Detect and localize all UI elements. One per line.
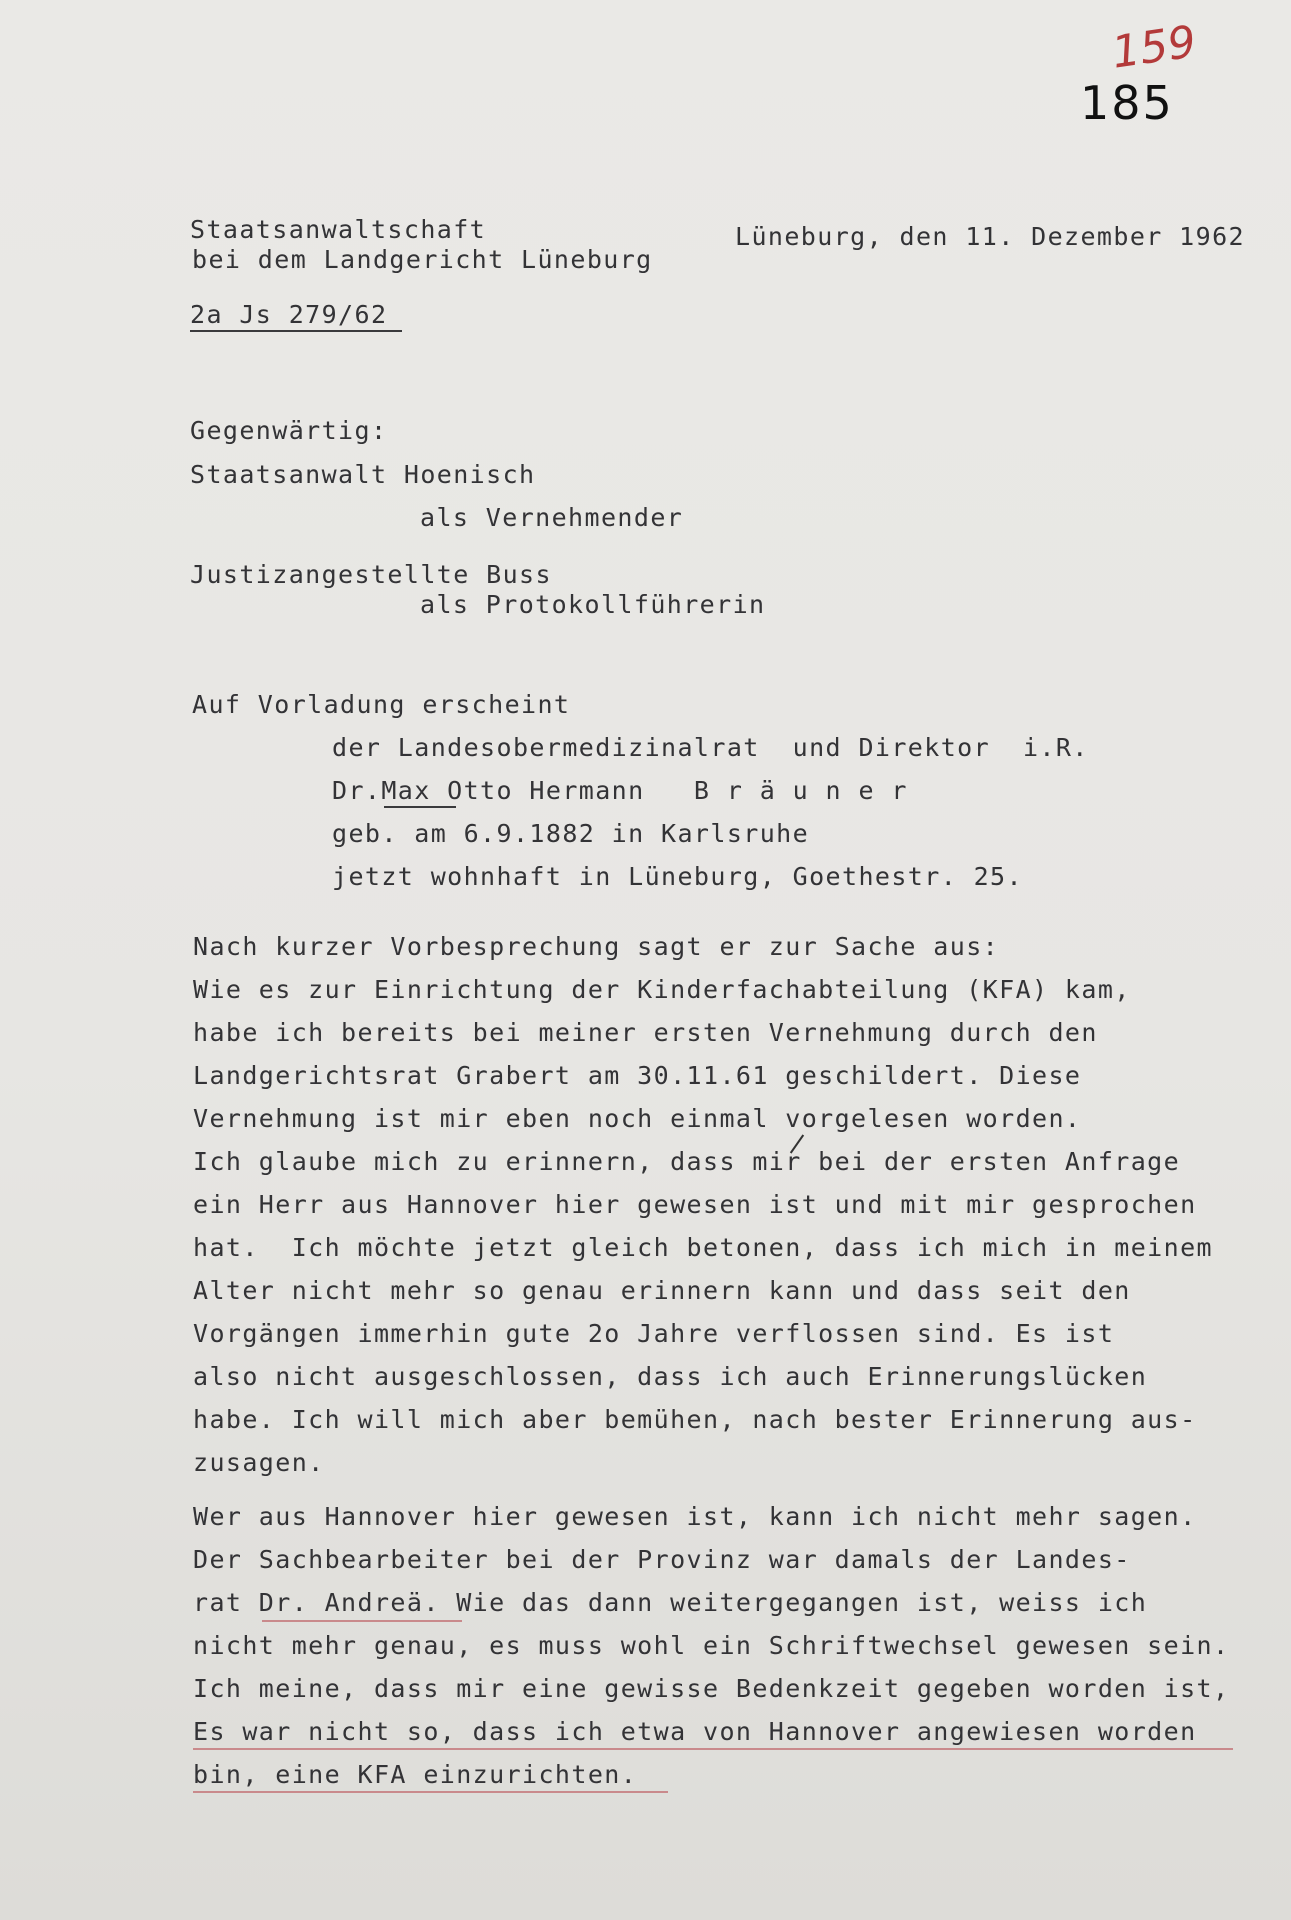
name-underline	[384, 806, 456, 808]
body-line: Ich meine, dass mir eine gewisse Bedenkzeit gegeben worden ist,	[193, 1674, 1230, 1703]
body-line: Landgerichtsrat Grabert am 30.11.61 geschildert. Diese	[193, 1061, 1082, 1090]
body-line: also nicht ausgeschlossen, dass ich auch Erinnerungslücken	[193, 1362, 1148, 1391]
handwritten-page-number-red: 159	[1108, 16, 1200, 79]
authority-line-1: Staatsanwaltschaft	[190, 215, 487, 244]
body-line: Wer aus Hannover hier gewesen ist, kann ich nicht mehr sagen.	[193, 1502, 1197, 1531]
place-date: Lüneburg, den 11. Dezember 1962	[735, 222, 1245, 251]
sentence-underline-red	[193, 1791, 668, 1793]
body-line: ein Herr aus Hannover hier gewesen ist und mit mir gesprochen	[193, 1190, 1197, 1219]
clerk-name: Justizangestellte Buss	[190, 560, 552, 589]
summons-birth: geb. am 6.9.1882 in Karlsruhe	[332, 819, 810, 848]
body-line: Alter nicht mehr so genau erinnern kann und dass seit den	[193, 1276, 1131, 1305]
file-number: 2a Js 279/62	[190, 300, 388, 329]
body-line: Ich glaube mich zu erinnern, dass mir bei der ersten Anfrage	[193, 1147, 1181, 1176]
body-line: Vorgängen immerhin gute 2o Jahre verflossen sind. Es ist	[193, 1319, 1115, 1348]
body-line: Nach kurzer Vorbesprechung sagt er zur Sache aus:	[193, 932, 1000, 961]
summons-intro: Auf Vorladung erscheint	[192, 690, 571, 719]
body-line: hat. Ich möchte jetzt gleich betonen, dass ich mich in meinem	[193, 1233, 1213, 1262]
body-line: zusagen.	[193, 1448, 325, 1477]
name-underline-red	[262, 1620, 462, 1622]
file-number-underline	[190, 330, 402, 332]
sentence-underline-red	[193, 1748, 1233, 1750]
body-line: bin, eine KFA einzurichten.	[193, 1760, 638, 1789]
summons-name: Dr.Max Otto Hermann B r ä u n e r	[332, 776, 908, 805]
handwritten-page-number: 185	[1080, 76, 1174, 130]
authority-line-2: bei dem Landgericht Lüneburg	[192, 245, 653, 274]
body-line: habe. Ich will mich aber bemühen, nach bester Erinnerung aus-	[193, 1405, 1197, 1434]
body-line: nicht mehr genau, es muss wohl ein Schriftwechsel gewesen sein.	[193, 1631, 1230, 1660]
body-line: Es war nicht so, dass ich etwa von Hannover angewiesen worden	[193, 1717, 1197, 1746]
body-line: Der Sachbearbeiter bei der Provinz war damals der Landes-	[193, 1545, 1131, 1574]
prosecutor-role: als Vernehmender	[420, 503, 684, 532]
body-line: Wie es zur Einrichtung der Kinderfachabteilung (KFA) kam,	[193, 975, 1131, 1004]
summons-address: jetzt wohnhaft in Lüneburg, Goethestr. 25.	[332, 862, 1023, 891]
prosecutor-name: Staatsanwalt Hoenisch	[190, 460, 536, 489]
body-line: habe ich bereits bei meiner ersten Vernehmung durch den	[193, 1018, 1098, 1047]
clerk-role: als Protokollführerin	[420, 590, 766, 619]
summons-title: der Landesobermedizinalrat und Direktor i.R.	[332, 733, 1089, 762]
body-line: rat Dr. Andreä. Wie das dann weitergegangen ist, weiss ich	[193, 1588, 1148, 1617]
present-label: Gegenwärtig:	[190, 416, 388, 445]
body-line: Vernehmung ist mir eben noch einmal vorgelesen worden.	[193, 1104, 1082, 1133]
